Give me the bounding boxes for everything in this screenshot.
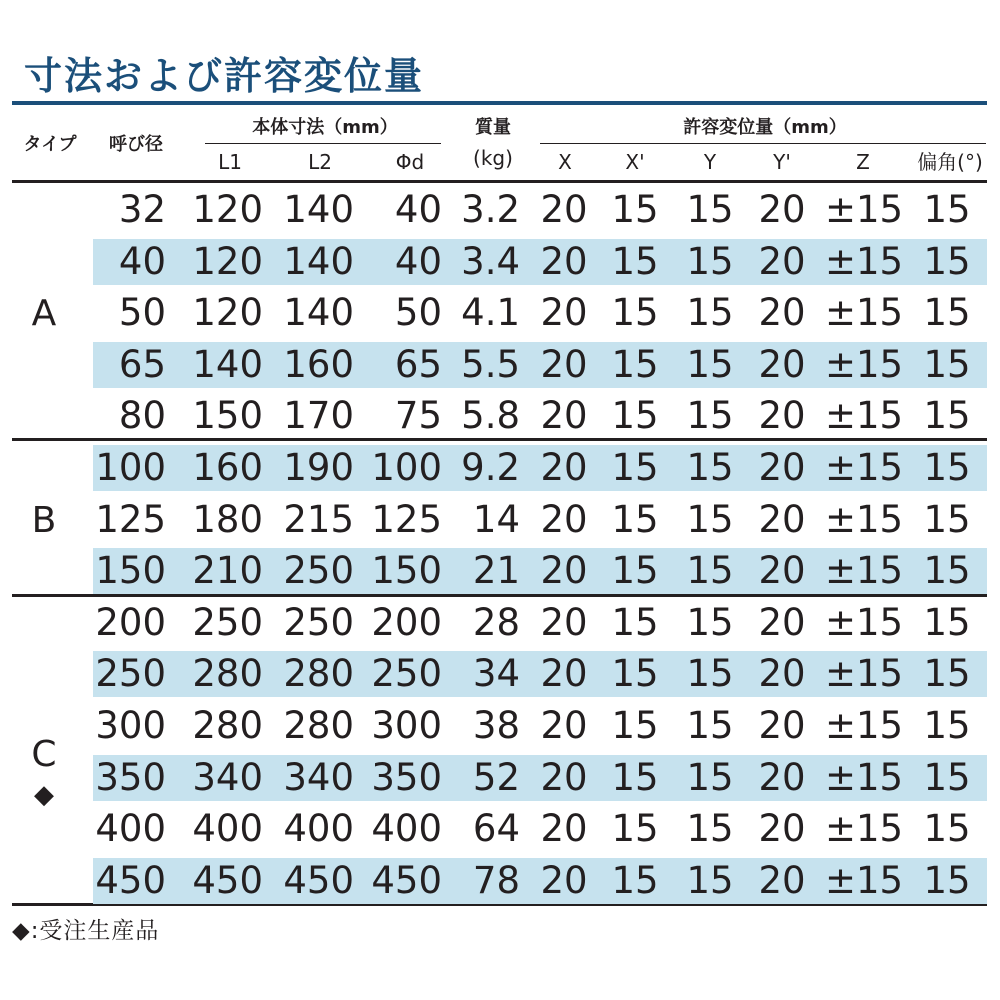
cell-mass: 3.4: [461, 239, 520, 283]
cell-phi-d: 250: [371, 652, 442, 696]
cell-l2: 160: [283, 342, 354, 386]
cell-x: 20: [540, 652, 588, 696]
cell-y: 15: [686, 291, 734, 335]
cell-x: 20: [540, 291, 588, 335]
cell-l2: 250: [283, 600, 354, 644]
cell-y: 15: [686, 755, 734, 799]
cell-x: 20: [540, 807, 588, 851]
cell-angle: 15: [923, 549, 971, 593]
cell-angle: 15: [923, 291, 971, 335]
cell-nominal: 250: [95, 652, 166, 696]
cell-x: 20: [540, 858, 588, 902]
cell-l1: 140: [192, 342, 263, 386]
cell-y: 15: [686, 342, 734, 386]
header-L1: L1: [218, 150, 242, 174]
cell-angle: 15: [923, 755, 971, 799]
cell-phi-d: 350: [371, 755, 442, 799]
cell-mass: 9.2: [461, 446, 520, 489]
cell-l2: 215: [283, 497, 354, 541]
cell-l1: 250: [192, 600, 263, 644]
cell-l1: 160: [192, 446, 263, 489]
cell-angle: 15: [923, 188, 971, 231]
cell-l1: 120: [192, 188, 263, 231]
cell-nominal: 100: [95, 446, 166, 489]
cell-phi-d: 150: [371, 549, 442, 593]
cell-l1: 450: [192, 858, 263, 902]
cell-x-prime: 15: [611, 394, 659, 438]
header-mass: 質量: [475, 117, 511, 138]
page-title: 寸法および許容変位量: [24, 54, 425, 98]
cell-l2: 190: [283, 446, 354, 489]
type-label-c: C: [31, 734, 57, 775]
cell-l2: 280: [283, 652, 354, 696]
cell-l2: 140: [283, 239, 354, 283]
cell-z: ±15: [824, 497, 904, 541]
cell-mass: 52: [472, 755, 520, 799]
cell-y-prime: 20: [758, 755, 806, 799]
cell-mass: 78: [472, 858, 520, 902]
cell-nominal: 350: [95, 755, 166, 799]
cell-l1: 280: [192, 704, 263, 747]
cell-l2: 450: [283, 858, 354, 902]
cell-x: 20: [540, 239, 588, 283]
cell-z: ±15: [824, 549, 904, 593]
cell-x-prime: 15: [611, 291, 659, 335]
header-displacement: 許容変位量（mm）: [683, 117, 847, 138]
cell-y-prime: 20: [758, 342, 806, 386]
header-displacement-rule: [540, 143, 986, 144]
cell-mass: 34: [472, 652, 520, 696]
cell-phi-d: 450: [371, 858, 442, 902]
cell-z: ±15: [824, 858, 904, 902]
cell-phi-d: 40: [394, 188, 442, 231]
cell-x-prime: 15: [611, 549, 659, 593]
cell-y-prime: 20: [758, 549, 806, 593]
cell-mass: 21: [472, 549, 520, 593]
cell-l2: 140: [283, 188, 354, 231]
header-mass-unit: (kg): [473, 146, 513, 170]
cell-y-prime: 20: [758, 704, 806, 747]
cell-nominal: 200: [95, 600, 166, 644]
cell-mass: 4.1: [461, 291, 520, 335]
cell-phi-d: 125: [371, 497, 442, 541]
cell-angle: 15: [923, 704, 971, 747]
cell-y-prime: 20: [758, 291, 806, 335]
cell-x: 20: [540, 755, 588, 799]
cell-z: ±15: [824, 394, 904, 438]
cell-z: ±15: [824, 188, 904, 231]
header-Xp: X': [625, 150, 645, 174]
cell-y-prime: 20: [758, 239, 806, 283]
cell-l2: 170: [283, 394, 354, 438]
cell-x-prime: 15: [611, 446, 659, 489]
cell-x-prime: 15: [611, 239, 659, 283]
cell-nominal: 40: [118, 239, 166, 283]
cell-x: 20: [540, 394, 588, 438]
cell-angle: 15: [923, 239, 971, 283]
cell-mass: 64: [472, 807, 520, 851]
cell-l1: 120: [192, 239, 263, 283]
cell-angle: 15: [923, 807, 971, 851]
cell-nominal: 450: [95, 858, 166, 902]
header-X: X: [558, 150, 572, 174]
cell-z: ±15: [824, 239, 904, 283]
cell-l1: 400: [192, 807, 263, 851]
cell-y: 15: [686, 239, 734, 283]
cell-angle: 15: [923, 394, 971, 438]
cell-l1: 210: [192, 549, 263, 593]
cell-angle: 15: [923, 600, 971, 644]
cell-l2: 400: [283, 807, 354, 851]
cell-y: 15: [686, 858, 734, 902]
cell-y: 15: [686, 394, 734, 438]
cell-x-prime: 15: [611, 188, 659, 231]
cell-l1: 180: [192, 497, 263, 541]
cell-phi-d: 65: [394, 342, 442, 386]
cell-y-prime: 20: [758, 807, 806, 851]
cell-l2: 280: [283, 704, 354, 747]
header-Yp: Y': [773, 150, 791, 174]
cell-z: ±15: [824, 755, 904, 799]
cell-x-prime: 15: [611, 600, 659, 644]
cell-nominal: 80: [118, 394, 166, 438]
cell-nominal: 50: [118, 291, 166, 335]
cell-y-prime: 20: [758, 446, 806, 489]
cell-y-prime: 20: [758, 858, 806, 902]
cell-phi-d: 300: [371, 704, 442, 747]
cell-mass: 5.8: [461, 394, 520, 438]
header-L2: L2: [308, 150, 332, 174]
footnote-made-to-order: ◆:受注生産品: [12, 918, 160, 944]
cell-angle: 15: [923, 652, 971, 696]
cell-angle: 15: [923, 858, 971, 902]
cell-x: 20: [540, 446, 588, 489]
cell-x-prime: 15: [611, 497, 659, 541]
cell-z: ±15: [824, 652, 904, 696]
cell-nominal: 32: [118, 188, 166, 231]
cell-nominal: 65: [118, 342, 166, 386]
cell-y: 15: [686, 446, 734, 489]
cell-y-prime: 20: [758, 497, 806, 541]
cell-x: 20: [540, 188, 588, 231]
cell-nominal: 150: [95, 549, 166, 593]
cell-x: 20: [540, 549, 588, 593]
header-Y: Y: [703, 150, 717, 174]
cell-l2: 140: [283, 291, 354, 335]
cell-y: 15: [686, 704, 734, 747]
cell-y: 15: [686, 600, 734, 644]
cell-y-prime: 20: [758, 188, 806, 231]
cell-mass: 28: [472, 600, 520, 644]
cell-y: 15: [686, 497, 734, 541]
cell-angle: 15: [923, 497, 971, 541]
cell-angle: 15: [923, 342, 971, 386]
cell-x: 20: [540, 600, 588, 644]
type-label-b: B: [31, 500, 57, 541]
cell-x-prime: 15: [611, 652, 659, 696]
cell-l1: 340: [192, 755, 263, 799]
cell-nominal: 300: [95, 704, 166, 747]
cell-y: 15: [686, 549, 734, 593]
cell-x-prime: 15: [611, 342, 659, 386]
cell-x: 20: [540, 342, 588, 386]
cell-y-prime: 20: [758, 600, 806, 644]
table-top-rule: [12, 180, 987, 183]
header-Z: Z: [856, 150, 870, 174]
cell-phi-d: 400: [371, 807, 442, 851]
cell-x-prime: 15: [611, 858, 659, 902]
cell-y: 15: [686, 652, 734, 696]
title-underline: [12, 101, 987, 105]
cell-phi-d: 200: [371, 600, 442, 644]
cell-mass: 3.2: [461, 188, 520, 231]
cell-z: ±15: [824, 342, 904, 386]
cell-x-prime: 15: [611, 755, 659, 799]
cell-x-prime: 15: [611, 807, 659, 851]
cell-mass: 5.5: [461, 342, 520, 386]
header-type: タイプ: [23, 134, 77, 155]
cell-y-prime: 20: [758, 394, 806, 438]
cell-y: 15: [686, 188, 734, 231]
cell-nominal: 125: [95, 497, 166, 541]
cell-z: ±15: [824, 600, 904, 644]
cell-z: ±15: [824, 704, 904, 747]
cell-mass: 14: [472, 497, 520, 541]
cell-l1: 120: [192, 291, 263, 335]
cell-l1: 150: [192, 394, 263, 438]
cell-l2: 340: [283, 755, 354, 799]
cell-y-prime: 20: [758, 652, 806, 696]
header-nominal: 呼び径: [109, 134, 163, 155]
cell-z: ±15: [824, 807, 904, 851]
type-label-a: A: [31, 293, 57, 334]
cell-x-prime: 15: [611, 704, 659, 747]
cell-phi-d: 40: [394, 239, 442, 283]
cell-y: 15: [686, 807, 734, 851]
header-body-dims-rule: [205, 143, 441, 144]
header-angle: 偏角(°): [917, 150, 983, 174]
type-c-made-to-order-mark: ◆: [34, 780, 54, 810]
cell-x: 20: [540, 497, 588, 541]
cell-nominal: 400: [95, 807, 166, 851]
cell-angle: 15: [923, 446, 971, 489]
cell-mass: 38: [472, 704, 520, 747]
header-body-dims: 本体寸法（mm）: [252, 117, 398, 138]
cell-phi-d: 100: [371, 446, 442, 489]
cell-phi-d: 50: [394, 291, 442, 335]
header-phi-d: Φd: [395, 150, 425, 174]
cell-z: ±15: [824, 291, 904, 335]
cell-l1: 280: [192, 652, 263, 696]
cell-l2: 250: [283, 549, 354, 593]
cell-z: ±15: [824, 446, 904, 489]
cell-x: 20: [540, 704, 588, 747]
cell-phi-d: 75: [394, 394, 442, 438]
